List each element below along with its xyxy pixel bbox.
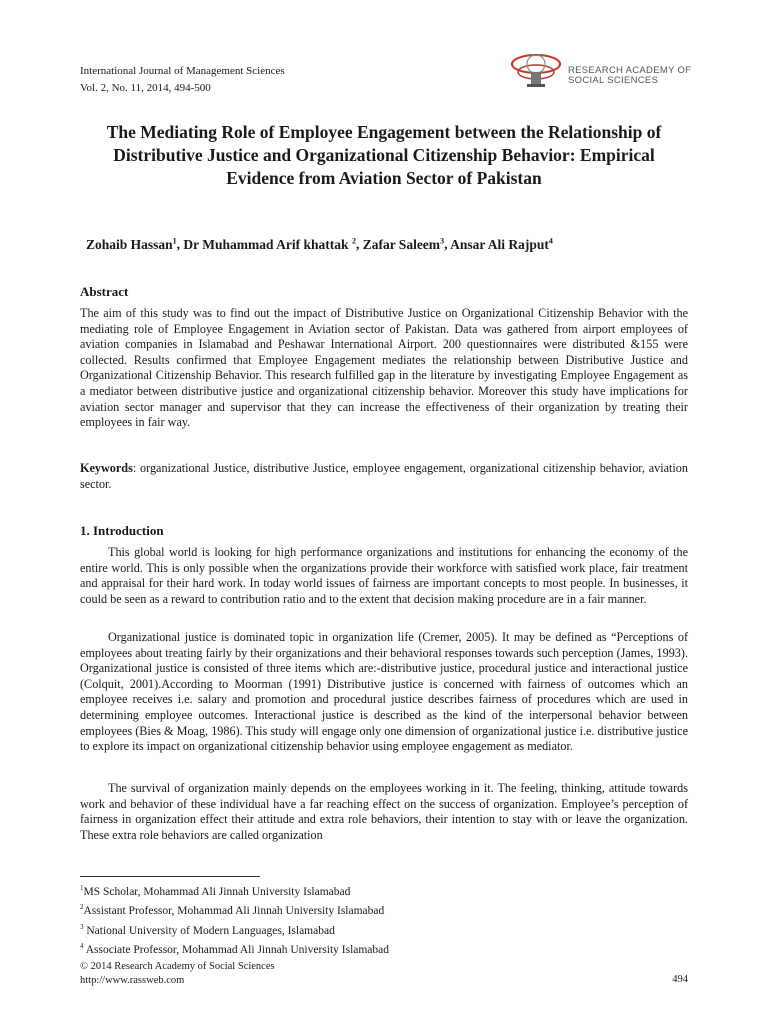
abstract-body: The aim of this study was to find out the impact of Distributive Justice on Organizational Citizenship Behavior with the mediating role of Employee Engagement in Aviation sector of Pakistan. Data was gathered from airport employees of aviation companies in Islamabad and Peshawar International Airport. 200 questionnaires were distributed &155 were collected. Results confirmed that Employee Engagement mediates the relationship between Distributive Justice and Organizational Citizenship Behavior. This research fulfilled gap in the literature by investigating Employee Engagement as a mediator between distributive justice and organizational citizenship behavior. Moreover this study have implications for aviation sector manager and supervisor that they can increase the effectiveness of their organization by treating their employees in fair way. bbox=[80, 306, 688, 430]
footnote-2: $^2$Assistant Professor, Mohammad Ali Jinnah University Islamabad bbox=[80, 903, 385, 918]
journal-header bbox=[80, 63, 285, 97]
footnote-4: $^4$ Associate Professor, Mohammad Ali Jinnah University Islamabad bbox=[80, 941, 390, 956]
introduction-heading: 1. Introduction bbox=[80, 523, 164, 538]
author-list: Zohaib Hassan$^1$, Dr Muhammad Arif khattak $^2$, Zafar Saleem$^3$, Ansar Ali Rajput$^4$ bbox=[86, 236, 553, 252]
paper-title: The Mediating Role of Employee Engagement between the Relationship of Distributive Justice and Organizational Citizenship Behavior: Empirical Evidence from Aviation Sector of Pakistan bbox=[106, 122, 662, 188]
author-4: Ansar Ali Rajput$^4$ bbox=[450, 236, 553, 252]
keywords-text: : organizational Justice, distributive Justice, employee engagement, organizational citizenship behavior, aviation sector. bbox=[80, 461, 688, 491]
page-number: 494 bbox=[672, 974, 688, 985]
publisher-logo bbox=[505, 52, 695, 92]
publisher-url[interactable]: http://www.rassweb.com bbox=[80, 975, 185, 986]
footnote-3: $^3$ National University of Modern Languages, Islamabad bbox=[80, 922, 335, 937]
footnote-1: $^1$MS Scholar, Mohammad Ali Jinnah University Islamabad bbox=[80, 884, 351, 898]
author-2: Dr Muhammad Arif khattak $^2$ bbox=[183, 236, 356, 252]
footnotes bbox=[80, 881, 389, 958]
introduction-paragraph-2: Organizational justice is dominated topic in organization life (Cremer, 2005). It may be defined as “Perceptions of employees about treating fairly by their organizations and their behavioral responses towards such perception (James, 1993). Organizational justice is consisted of three items which are:-distributive justice, procedural justice and interactional justice (Colquit, 2001).According to Moorman (1991) Distributive justice is concerned with fairness of outcomes which an employee receives i.e. salary and promotion and procedural justice describes fairness of procedures which are used in determining employee outcomes. Interactional justice is described as the kind of the interpersonal behavior between employees (Bies & Moag, 1986). This study will engage only one dimension of organizational justice i.e. distributive justice to explore its impact on organizational citizenship behavior using employee engagement as mediator. bbox=[80, 630, 688, 754]
journal-volume: Vol. 2, No. 11, 2014, 494-500 bbox=[80, 82, 211, 94]
footnote-divider bbox=[80, 876, 260, 877]
journal-name: International Journal of Management Sciences bbox=[80, 65, 285, 77]
author-3: Zafar Saleem$^3$ bbox=[362, 236, 445, 252]
publisher-emblem-icon bbox=[505, 52, 567, 92]
abstract-heading: Abstract bbox=[80, 284, 129, 299]
page-footer bbox=[80, 960, 275, 988]
keywords bbox=[80, 461, 688, 492]
copyright-notice: © 2014 Research Academy of Social Sciences bbox=[80, 961, 275, 972]
author-1: Zohaib Hassan$^1$ bbox=[86, 236, 177, 252]
keywords-label: Keywords bbox=[80, 461, 133, 475]
introduction-paragraph-3: The survival of organization mainly depends on the employees working in it. The feeling, thinking, attitude towards work and behavior of these individual have a far reaching effect on the success of organization. Employee’s perception of fairness in organization effect their attitude and extra role behaviors, their intention to stay with or leave the organization. These extra role behaviors are called organization bbox=[80, 781, 688, 842]
publisher-logo-text: RESEARCH ACADEMY OF SOCIAL SCIENCES bbox=[568, 65, 692, 86]
introduction-paragraph-1: This global world is looking for high performance organizations and institutions for enhancing the economy of the entire world. This is only possible when the organizations provide their workforce with satisfied work place, fair treatment and appraisal for their hard work. In today world issues of fairness are important concepts to most people. In businesses, it could be seen as a reward to contribution ratio and to the extent that decision making procedure are in a fair manner. bbox=[80, 545, 688, 606]
